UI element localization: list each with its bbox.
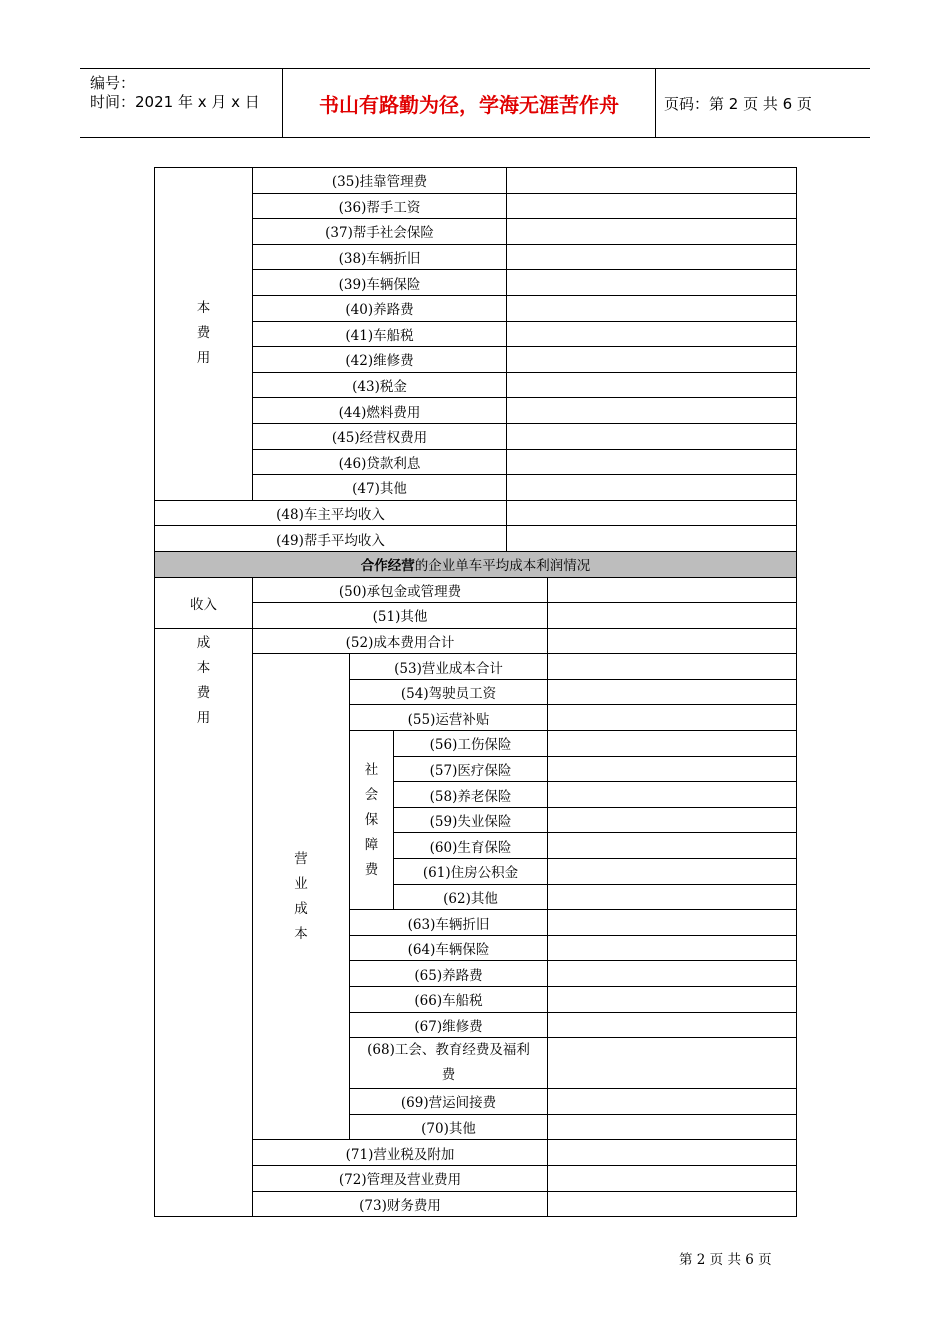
value-cell: [548, 705, 797, 731]
item-label: (41)车船税: [253, 321, 507, 347]
item-label: (61)住房公积金: [394, 859, 548, 885]
item-label: (49)帮手平均收入: [155, 526, 507, 552]
value-cell: [548, 1165, 797, 1191]
item-label: (50)承包金或管理费: [253, 577, 548, 603]
value-cell: [507, 219, 797, 245]
footer-page-number: 第 2 页 共 6 页: [679, 1252, 772, 1268]
item-label-line1: (68)工会、教育经费及福利: [367, 1042, 530, 1059]
cost-group-label: [155, 628, 253, 1216]
value-cell: [548, 1114, 797, 1140]
header-left-cell: [80, 69, 283, 137]
item-label: (39)车辆保险: [253, 270, 507, 296]
table-row: [155, 500, 797, 526]
value-cell: [548, 731, 797, 757]
table-row: [155, 628, 797, 654]
date-label: 时间：2021 年 x 月 x 日: [90, 93, 260, 111]
item-label: (73)财务费用: [253, 1191, 548, 1217]
value-cell: [548, 603, 797, 629]
value-cell: [507, 295, 797, 321]
item-label: (52)成本费用合计: [253, 628, 548, 654]
item-label: (60)生育保险: [394, 833, 548, 859]
item-label: (46)贷款利息: [253, 449, 507, 475]
value-cell: [507, 347, 797, 373]
item-label: (62)其他: [394, 884, 548, 910]
value-cell: [507, 372, 797, 398]
value-cell: [507, 526, 797, 552]
value-cell: [548, 884, 797, 910]
item-label: (69)营运间接费: [350, 1089, 548, 1115]
item-label: (43)税金: [253, 372, 507, 398]
group-label-cost-text: 本费用: [196, 300, 211, 367]
op-cost-label-text: 营业成本: [294, 850, 308, 942]
value-cell: [507, 449, 797, 475]
table-row: [155, 551, 797, 577]
value-cell: [507, 475, 797, 501]
item-label: (56)工伤保险: [394, 731, 548, 757]
value-cell: [548, 577, 797, 603]
item-label: (38)车辆折旧: [253, 244, 507, 270]
item-label: (45)经营权费用: [253, 423, 507, 449]
header-center-cell: [283, 69, 656, 137]
value-cell: [548, 654, 797, 680]
item-label: (57)医疗保险: [394, 756, 548, 782]
item-label: (63)车辆折旧: [350, 910, 548, 936]
value-cell: [548, 782, 797, 808]
value-cell: [507, 398, 797, 424]
value-cell: [507, 168, 797, 194]
value-cell: [507, 423, 797, 449]
table-row: [155, 168, 797, 194]
item-label: (54)驾驶员工资: [350, 679, 548, 705]
value-cell: [548, 679, 797, 705]
header-right-cell: [656, 69, 870, 137]
value-cell: [548, 807, 797, 833]
social-label-text: 社会保障费: [364, 761, 379, 878]
item-label: (35)挂靠管理费: [253, 168, 507, 194]
value-cell: [548, 961, 797, 987]
item-label: (47)其他: [253, 475, 507, 501]
item-label: (48)车主平均收入: [155, 500, 507, 526]
value-cell: [507, 321, 797, 347]
value-cell: [548, 756, 797, 782]
item-label: (59)失业保险: [394, 807, 548, 833]
item-label: (66)车船税: [350, 987, 548, 1013]
item-label: (55)运营补贴: [350, 705, 548, 731]
item-label: (40)养路费: [253, 295, 507, 321]
value-cell: [507, 500, 797, 526]
item-label: (64)车辆保险: [350, 935, 548, 961]
value-cell: [548, 935, 797, 961]
item-label: [350, 1038, 548, 1089]
item-label: (58)养老保险: [394, 782, 548, 808]
value-cell: [548, 628, 797, 654]
table-row: [155, 577, 797, 603]
page-header: [80, 68, 870, 138]
value-cell: [548, 1140, 797, 1166]
value-cell: [548, 1089, 797, 1115]
value-cell: [548, 1038, 797, 1089]
cost-table: [154, 167, 797, 1217]
cost-group-label-text: 成本费用: [196, 634, 211, 726]
number-label: 编号：: [90, 74, 136, 92]
item-label: (51)其他: [253, 603, 548, 629]
motto: 书山有路勤为径，学海无涯苦作舟: [319, 92, 619, 117]
op-cost-label: [253, 654, 350, 1140]
value-cell: [507, 244, 797, 270]
page-label: 页码：第 2 页 共 6 页: [664, 94, 812, 113]
table-row: [155, 526, 797, 552]
value-cell: [548, 987, 797, 1013]
income-label: 收入: [155, 577, 253, 628]
social-label: [350, 731, 394, 910]
item-label: (71)营业税及附加: [253, 1140, 548, 1166]
item-label-line2: 费: [441, 1067, 456, 1084]
section-title: [155, 551, 797, 577]
item-label: (53)营业成本合计: [350, 654, 548, 680]
value-cell: [507, 270, 797, 296]
value-cell: [548, 1012, 797, 1038]
item-label: (70)其他: [350, 1114, 548, 1140]
item-label: (44)燃料费用: [253, 398, 507, 424]
item-label: (42)维修费: [253, 347, 507, 373]
value-cell: [548, 833, 797, 859]
item-label: (72)管理及营业费用: [253, 1165, 548, 1191]
section-title-rest: 的企业单车平均成本利润情况: [414, 558, 591, 575]
value-cell: [548, 910, 797, 936]
value-cell: [507, 193, 797, 219]
item-label: (67)维修费: [350, 1012, 548, 1038]
group-label-cost: [155, 168, 253, 501]
item-label: (37)帮手社会保险: [253, 219, 507, 245]
value-cell: [548, 1191, 797, 1217]
item-label: (65)养路费: [350, 961, 548, 987]
item-label: (36)帮手工资: [253, 193, 507, 219]
section-title-bold: 合作经营: [360, 558, 415, 575]
value-cell: [548, 859, 797, 885]
